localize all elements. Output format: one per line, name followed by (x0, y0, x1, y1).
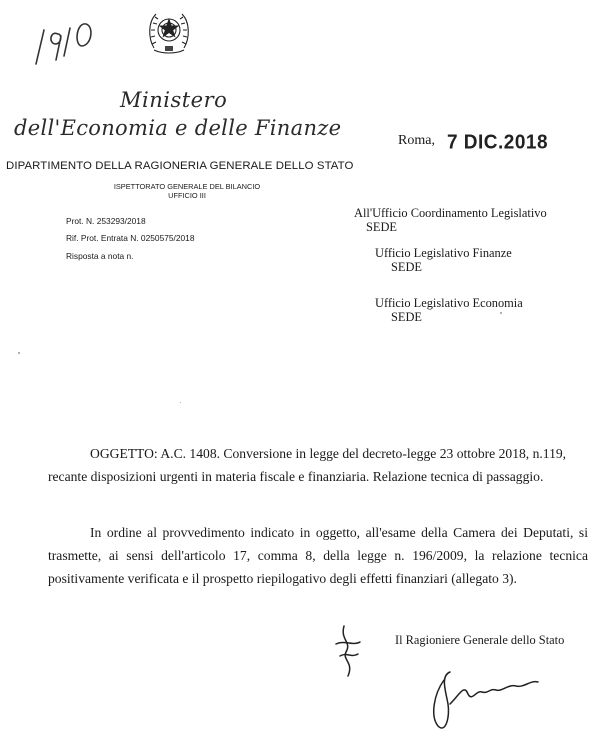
handwritten-number (30, 12, 110, 77)
office-name: UFFICIO III (168, 191, 206, 200)
subject-line: recante disposizioni urgenti in materia fiscale e finanziaria. Relazione tecnica di passaggio. (48, 469, 544, 484)
scan-speck (500, 312, 502, 314)
department-heading: DIPARTIMENTO DELLA RAGIONERIA GENERALE DELLO STATO (6, 160, 354, 172)
scan-speck (180, 402, 181, 403)
recipient (375, 296, 523, 324)
recipient (375, 246, 512, 274)
recipient-place: SEDE (366, 220, 397, 234)
ministry-name-line1: Ministero (120, 88, 228, 112)
reply-to-note: Risposta a nota n. (66, 251, 134, 261)
place-label: Roma, (398, 133, 435, 148)
signature (420, 664, 550, 741)
closing-title: Il Ragioniere Generale dello Stato (395, 633, 565, 647)
recipient-name: All'Ufficio Coordinamento Legislativo (354, 206, 547, 220)
subject-paragraph (48, 442, 588, 488)
initials-mark (330, 622, 370, 683)
protocol-number: Prot. N. 253293/2018 (66, 216, 146, 226)
recipient (354, 206, 547, 234)
body-paragraph (48, 521, 588, 590)
body-line: positivamente verificata e il prospetto riepilogativo degli effetti finanziari (allegato 3). (48, 571, 517, 586)
reference-protocol: Rif. Prot. Entrata N. 0250575/2018 (66, 233, 195, 243)
date-stamp: 7 DIC.2018 (446, 131, 549, 154)
recipient-name: Ufficio Legislativo Economia (375, 296, 523, 310)
ministry-name-line2: dell'Economia e delle Finanze (14, 116, 342, 140)
scan-speck (18, 352, 20, 354)
inspectorate-block (112, 182, 262, 200)
body-line: trasmette, ai sensi dell'articolo 17, comma 8, della legge n. 196/2009, la relazione tecnica (48, 548, 588, 563)
emblem-icon (146, 4, 192, 63)
recipient-place: SEDE (391, 260, 422, 274)
body-line: In ordine al provvedimento indicato in oggetto, all'esame della Camera dei Deputati, si (90, 525, 588, 540)
place-and-date (398, 128, 549, 154)
recipient-place: SEDE (391, 310, 422, 324)
subject-line: OGGETTO: A.C. 1408. Conversione in legge del decreto-legge 23 ottobre 2018, n.119, (90, 446, 567, 461)
inspectorate-name: ISPETTORATO GENERALE DEL BILANCIO (113, 182, 261, 191)
recipient-name: Ufficio Legislativo Finanze (375, 246, 512, 260)
